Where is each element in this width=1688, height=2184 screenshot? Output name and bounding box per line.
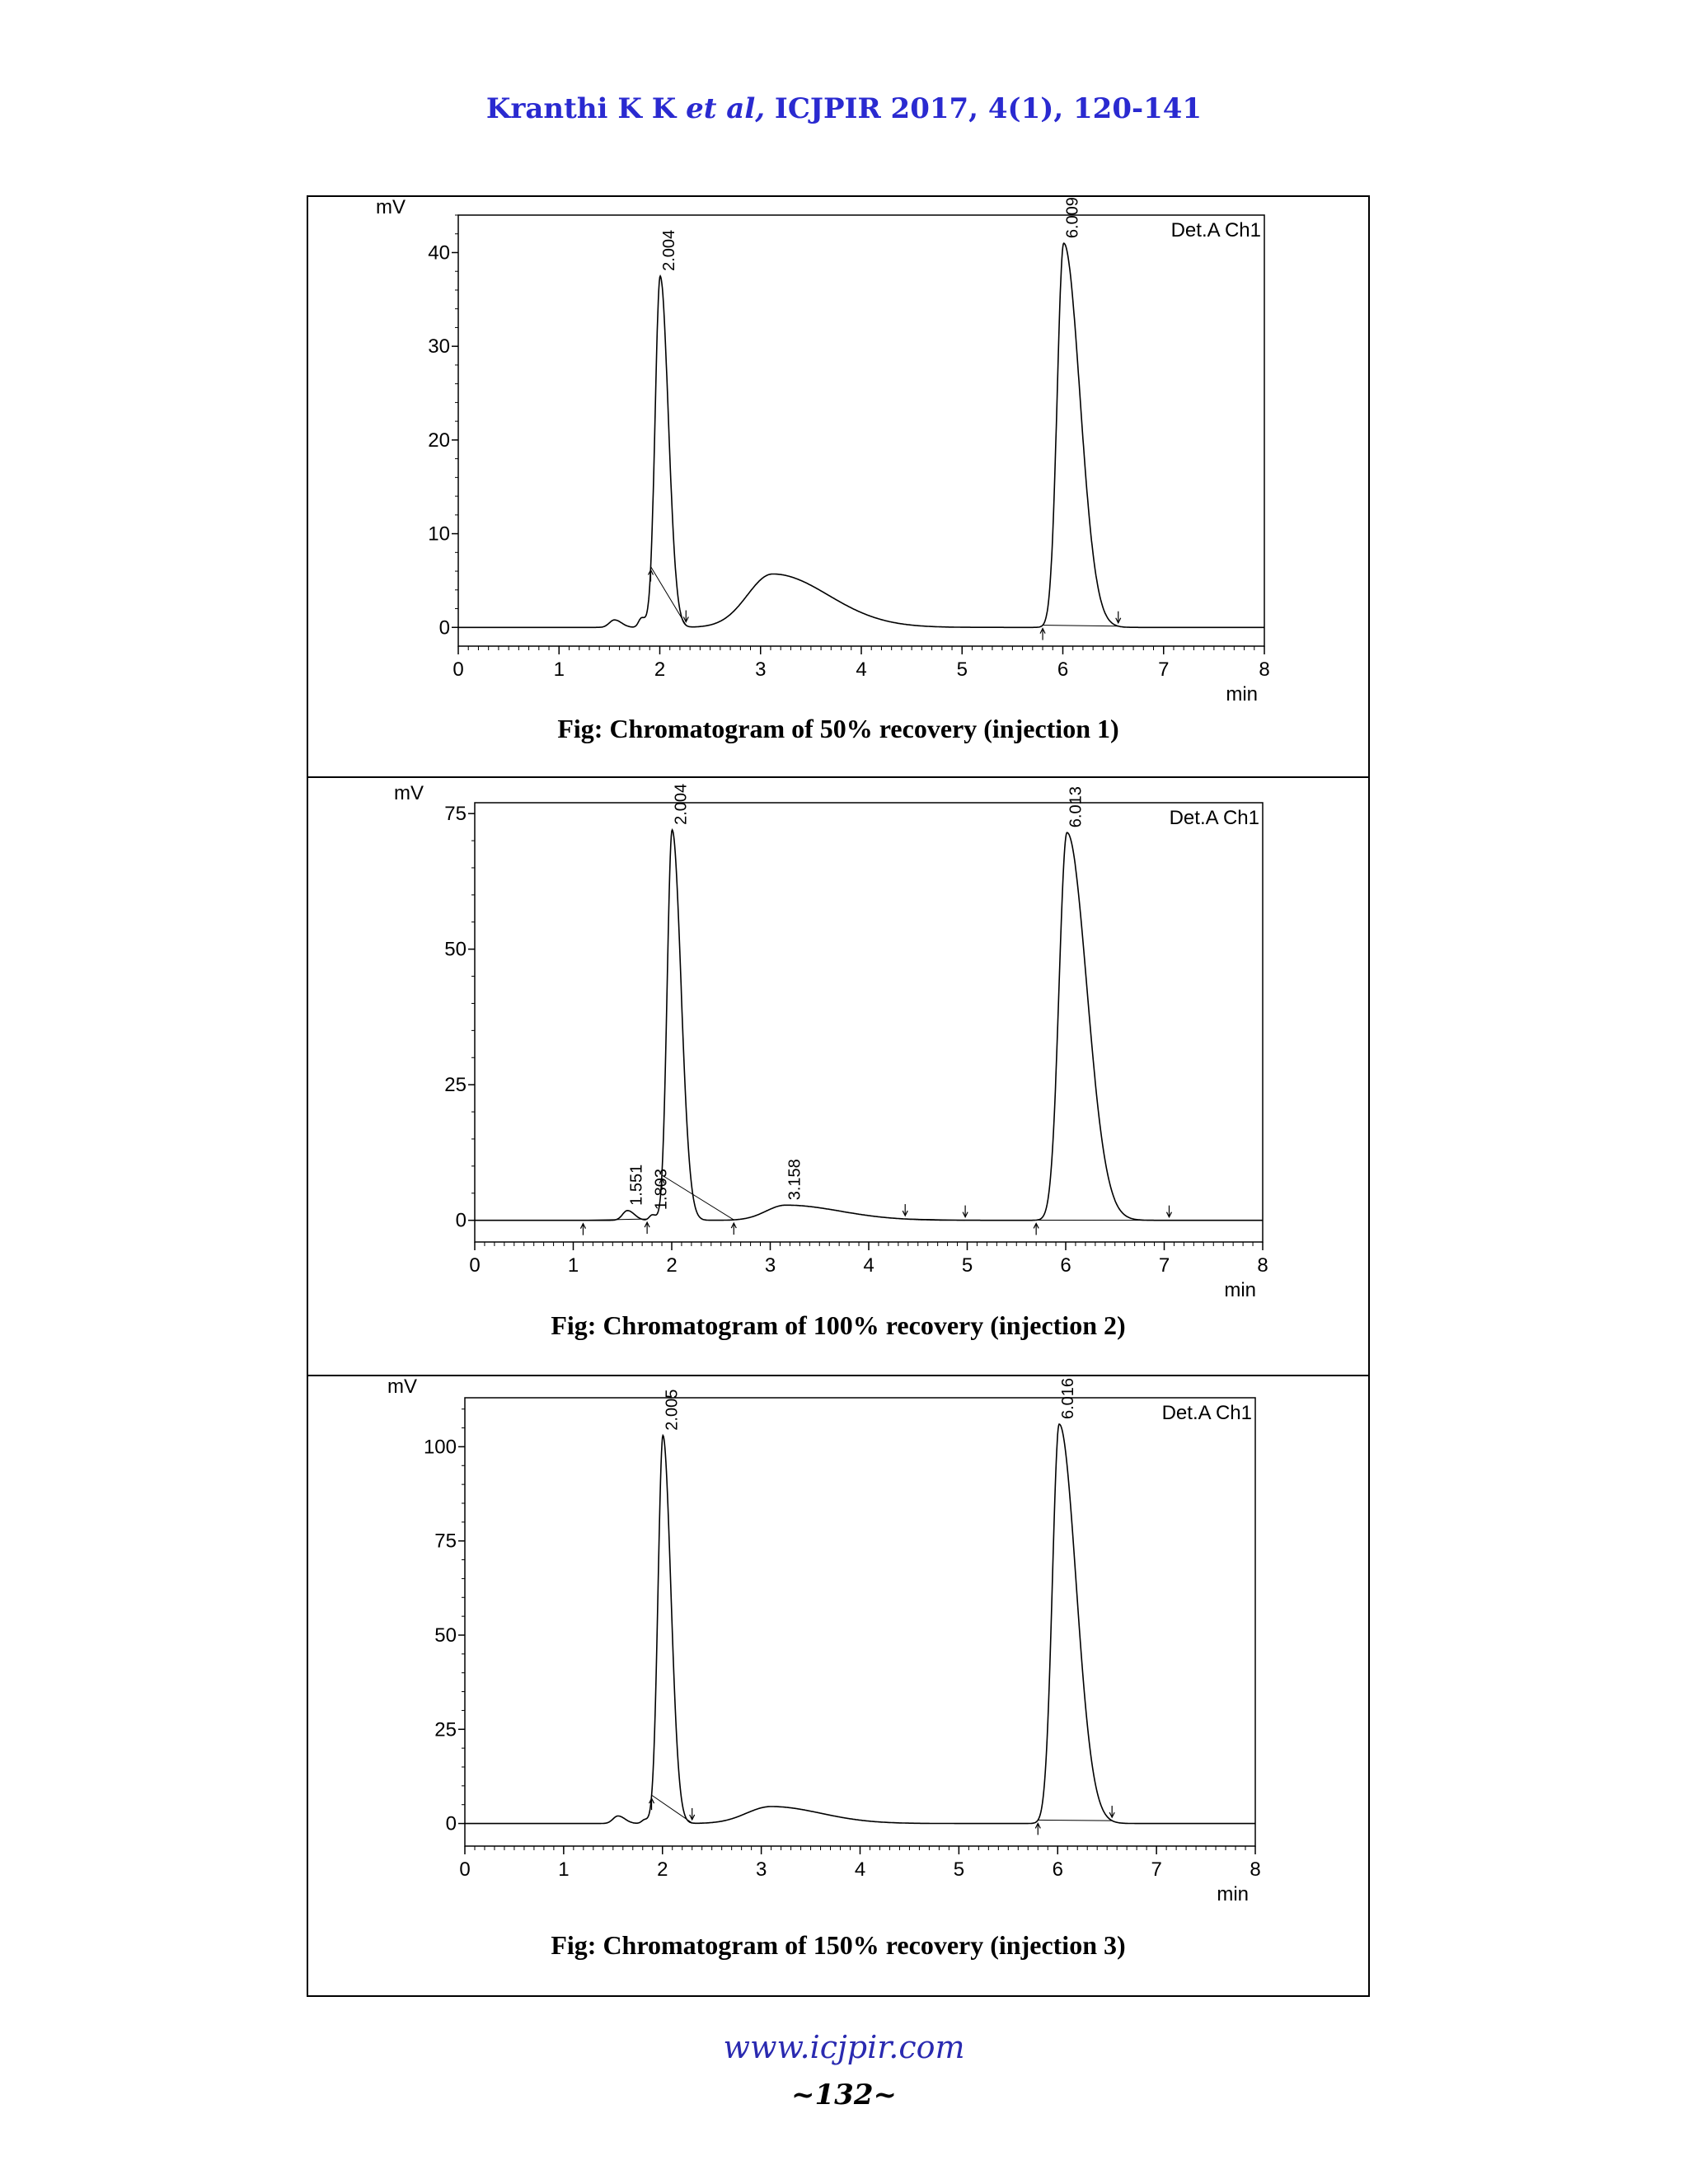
- peak-retention-label: 6.009: [1063, 197, 1082, 239]
- footer-url: www.icjpir.com: [723, 2029, 965, 2065]
- x-axis-label: min: [1217, 1883, 1249, 1905]
- x-tick-label: 8: [1250, 1858, 1261, 1881]
- x-tick-label: 3: [764, 1254, 776, 1277]
- x-tick-label: 1: [558, 1858, 570, 1881]
- signal-trace: [475, 830, 1263, 1221]
- y-tick-label: 0: [455, 1209, 467, 1232]
- x-tick-label: 0: [459, 1858, 471, 1881]
- x-tick-label: 0: [469, 1254, 481, 1277]
- y-tick-label: 0: [438, 616, 450, 640]
- header-etal: et al,: [686, 92, 766, 125]
- y-axis-label: mV: [394, 782, 424, 804]
- signal-trace: [465, 1424, 1255, 1824]
- y-tick-label: 40: [428, 241, 450, 265]
- x-axis-label: min: [1224, 1279, 1256, 1301]
- plot-area: [465, 1398, 1255, 1846]
- x-tick-label: 6: [1057, 658, 1069, 681]
- integration-baseline: [652, 1795, 692, 1823]
- plot-area: [475, 803, 1263, 1242]
- y-tick-label: 100: [423, 1436, 457, 1459]
- chromatogram-panel-1: [308, 197, 1368, 776]
- y-tick-label: 20: [428, 429, 450, 452]
- x-tick-label: 7: [1158, 1254, 1170, 1277]
- peak-retention-label: 6.013: [1067, 786, 1085, 828]
- x-tick-label: 3: [755, 1858, 767, 1881]
- x-tick-label: 7: [1158, 658, 1170, 681]
- chromatogram-chart-2: [308, 778, 1368, 1322]
- chromatogram-panel-3: [308, 1376, 1368, 1995]
- detector-label: Det.A Ch1: [1161, 1402, 1252, 1424]
- x-tick-label: 4: [854, 1858, 866, 1881]
- y-tick-label: 75: [444, 803, 467, 826]
- y-axis-label: mV: [376, 197, 406, 218]
- header-citation: ICJPIR 2017, 4(1), 120-141: [774, 92, 1203, 125]
- x-tick-label: 1: [567, 1254, 579, 1277]
- chromatogram-chart-1: [308, 197, 1368, 724]
- x-tick-label: 5: [956, 658, 968, 681]
- integration-baseline: [650, 567, 686, 626]
- journal-header: [0, 92, 1688, 125]
- chromatogram-chart-3: [308, 1376, 1368, 1937]
- x-tick-label: 8: [1257, 1254, 1268, 1277]
- y-tick-label: 25: [444, 1074, 467, 1097]
- peak-retention-label: 1.551: [627, 1164, 646, 1206]
- x-tick-label: 8: [1259, 658, 1270, 681]
- x-tick-label: 2: [654, 658, 666, 681]
- x-axis-label: min: [1226, 683, 1258, 705]
- peak-retention-label: 3.158: [785, 1159, 804, 1201]
- chromatogram-panel-2: [308, 778, 1368, 1375]
- chart-caption-1: Fig: Chromatogram of 50% recovery (injection 1): [557, 714, 1119, 743]
- x-tick-label: 6: [1060, 1254, 1071, 1277]
- x-tick-label: 4: [856, 658, 867, 681]
- detector-label: Det.A Ch1: [1169, 807, 1259, 829]
- y-tick-label: 0: [445, 1812, 457, 1835]
- x-tick-label: 4: [863, 1254, 874, 1277]
- y-tick-label: 50: [434, 1624, 457, 1647]
- y-tick-label: 75: [434, 1530, 457, 1553]
- x-tick-label: 1: [553, 658, 565, 681]
- x-tick-label: 5: [953, 1858, 965, 1881]
- plot-area: [458, 215, 1264, 646]
- x-tick-label: 2: [657, 1858, 668, 1881]
- peak-retention-label: 2.004: [659, 229, 678, 271]
- x-tick-label: 2: [666, 1254, 678, 1277]
- y-axis-label: mV: [387, 1376, 417, 1398]
- detector-label: Det.A Ch1: [1170, 219, 1261, 241]
- signal-trace: [458, 243, 1264, 627]
- header-authors: Kranthi K K: [485, 92, 677, 125]
- chart-caption-2: Fig: Chromatogram of 100% recovery (injection 2): [551, 1310, 1126, 1340]
- x-tick-label: 6: [1052, 1858, 1063, 1881]
- page-number: ~132~: [791, 2079, 897, 2111]
- y-tick-label: 10: [428, 523, 450, 546]
- x-tick-label: 7: [1151, 1858, 1162, 1881]
- x-tick-label: 5: [961, 1254, 973, 1277]
- peak-retention-label: 2.004: [672, 783, 691, 825]
- y-tick-label: 50: [444, 938, 467, 961]
- integration-baseline: [1038, 1820, 1112, 1821]
- peak-retention-label: 6.016: [1059, 1377, 1078, 1419]
- y-tick-label: 25: [434, 1718, 457, 1741]
- chart-caption-3: Fig: Chromatogram of 150% recovery (injection 3): [551, 1930, 1126, 1960]
- y-tick-label: 30: [428, 335, 450, 359]
- x-tick-label: 0: [452, 658, 464, 681]
- peak-retention-label: 1.803: [652, 1169, 671, 1211]
- x-tick-label: 3: [755, 658, 767, 681]
- peak-retention-label: 2.005: [663, 1389, 682, 1431]
